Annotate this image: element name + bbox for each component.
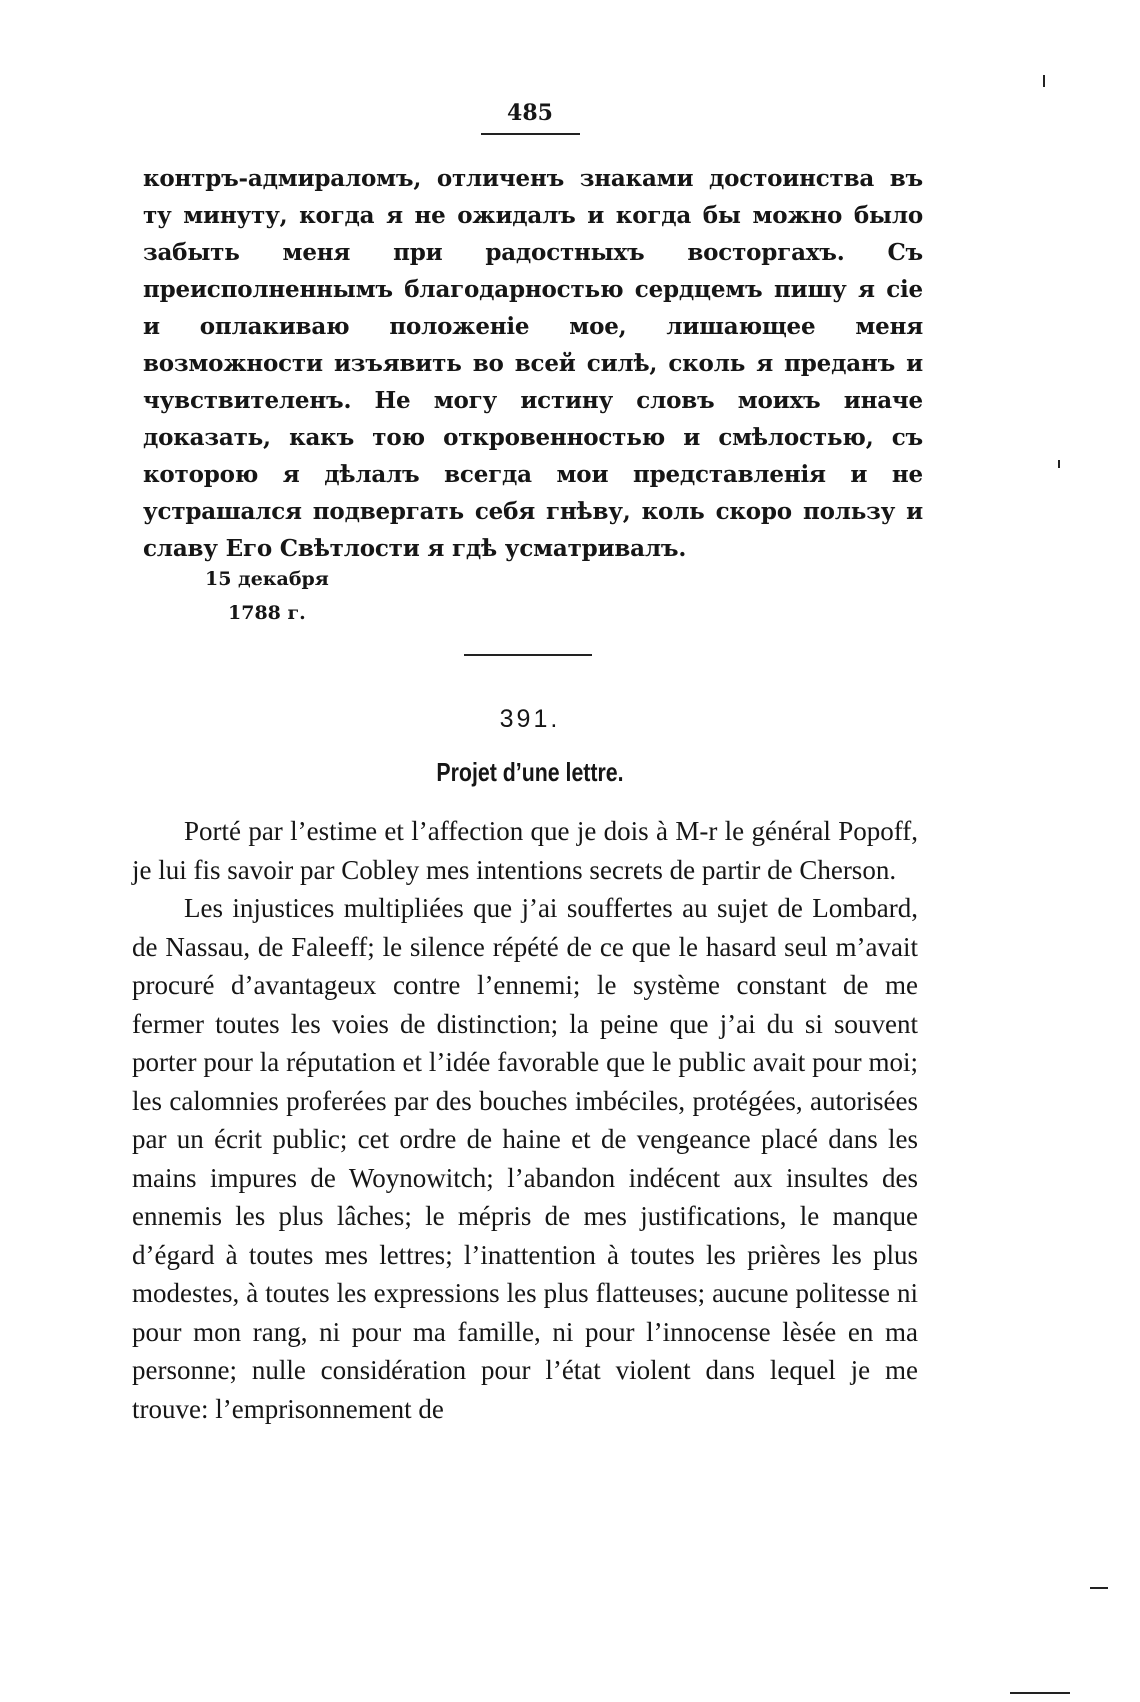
letter-number: 391. (499, 705, 561, 733)
letter-paragraph-1: Porté par l’estime et l’affection que je dois à M-r le général Popoff, je lui fis savoir par Cobley mes intentions secrets de partir de Cherson. (132, 816, 918, 885)
page-number-rule (481, 133, 580, 135)
scan-mark (1058, 460, 1060, 468)
page-number: 485 (507, 100, 553, 126)
previous-letter-text: контръ-адмираломъ, отличенъ знаками достоинства въ ту минуту, когда я не ожидалъ и когда бы можно было забыть меня при радостныхъ восторгахъ. Съ преисполненнымъ благодарностью сердцемъ пишу я сіе и оплакиваю положеніе мое, лишающее меня возможности изъявить во всей силѣ, сколь я преданъ и чувствителенъ. Не могу истину словъ моихъ иначе доказать, какъ тою откровенностью и смѣлостью, съ которою я дѣлалъ всегда мои представленія и не устрашался подвергать себя гнѣву, коль скоро пользу и славу Его Свѣтлости я гдѣ усматривалъ. (143, 165, 923, 562)
scan-mark (1043, 75, 1045, 87)
letter-body (132, 812, 918, 1428)
scan-mark (1090, 1587, 1108, 1589)
letter-title: Projet d’une lettre. (436, 757, 624, 787)
section-separator (464, 654, 592, 656)
letter-paragraph-2: Les injustices multipliées que j’ai souffertes au sujet de Lombard, de Nassau, de Faleeff; le silence répété de ce que le hasard seul m’avait procuré d’avantageux contre l’ennemi; le système constant de me fermer toutes les voies de distinction; la peine que j’ai du si souvent porter pour la réputation et l’idée favorable que le public avait pour moi; les calomnies proferées par des bouches imbéciles, protégées, autorisées par un écrit public; cet ordre de haine et de vengeance placé dans les mains impures de Woynowitch; l’abandon indécent aux insultes des ennemis les plus lâches; le mépris de mes justifications, le manque d’égard à toutes mes lettres; l’inattention à toutes les prières les plus modestes, à toutes les expressions les plus flatteuses; aucune politesse ni pour mon rang, ni pour ma famille, ni pour l’innocense lèsée en ma personne; nulle considération pour l’état violent dans lequel je me trouve: l’emprisonnement de (132, 893, 918, 1424)
letter-date (205, 562, 329, 630)
date-year: 1788 г. (228, 602, 306, 624)
scan-mark (1010, 1692, 1070, 1694)
date-day-month: 15 декабря (205, 568, 329, 590)
